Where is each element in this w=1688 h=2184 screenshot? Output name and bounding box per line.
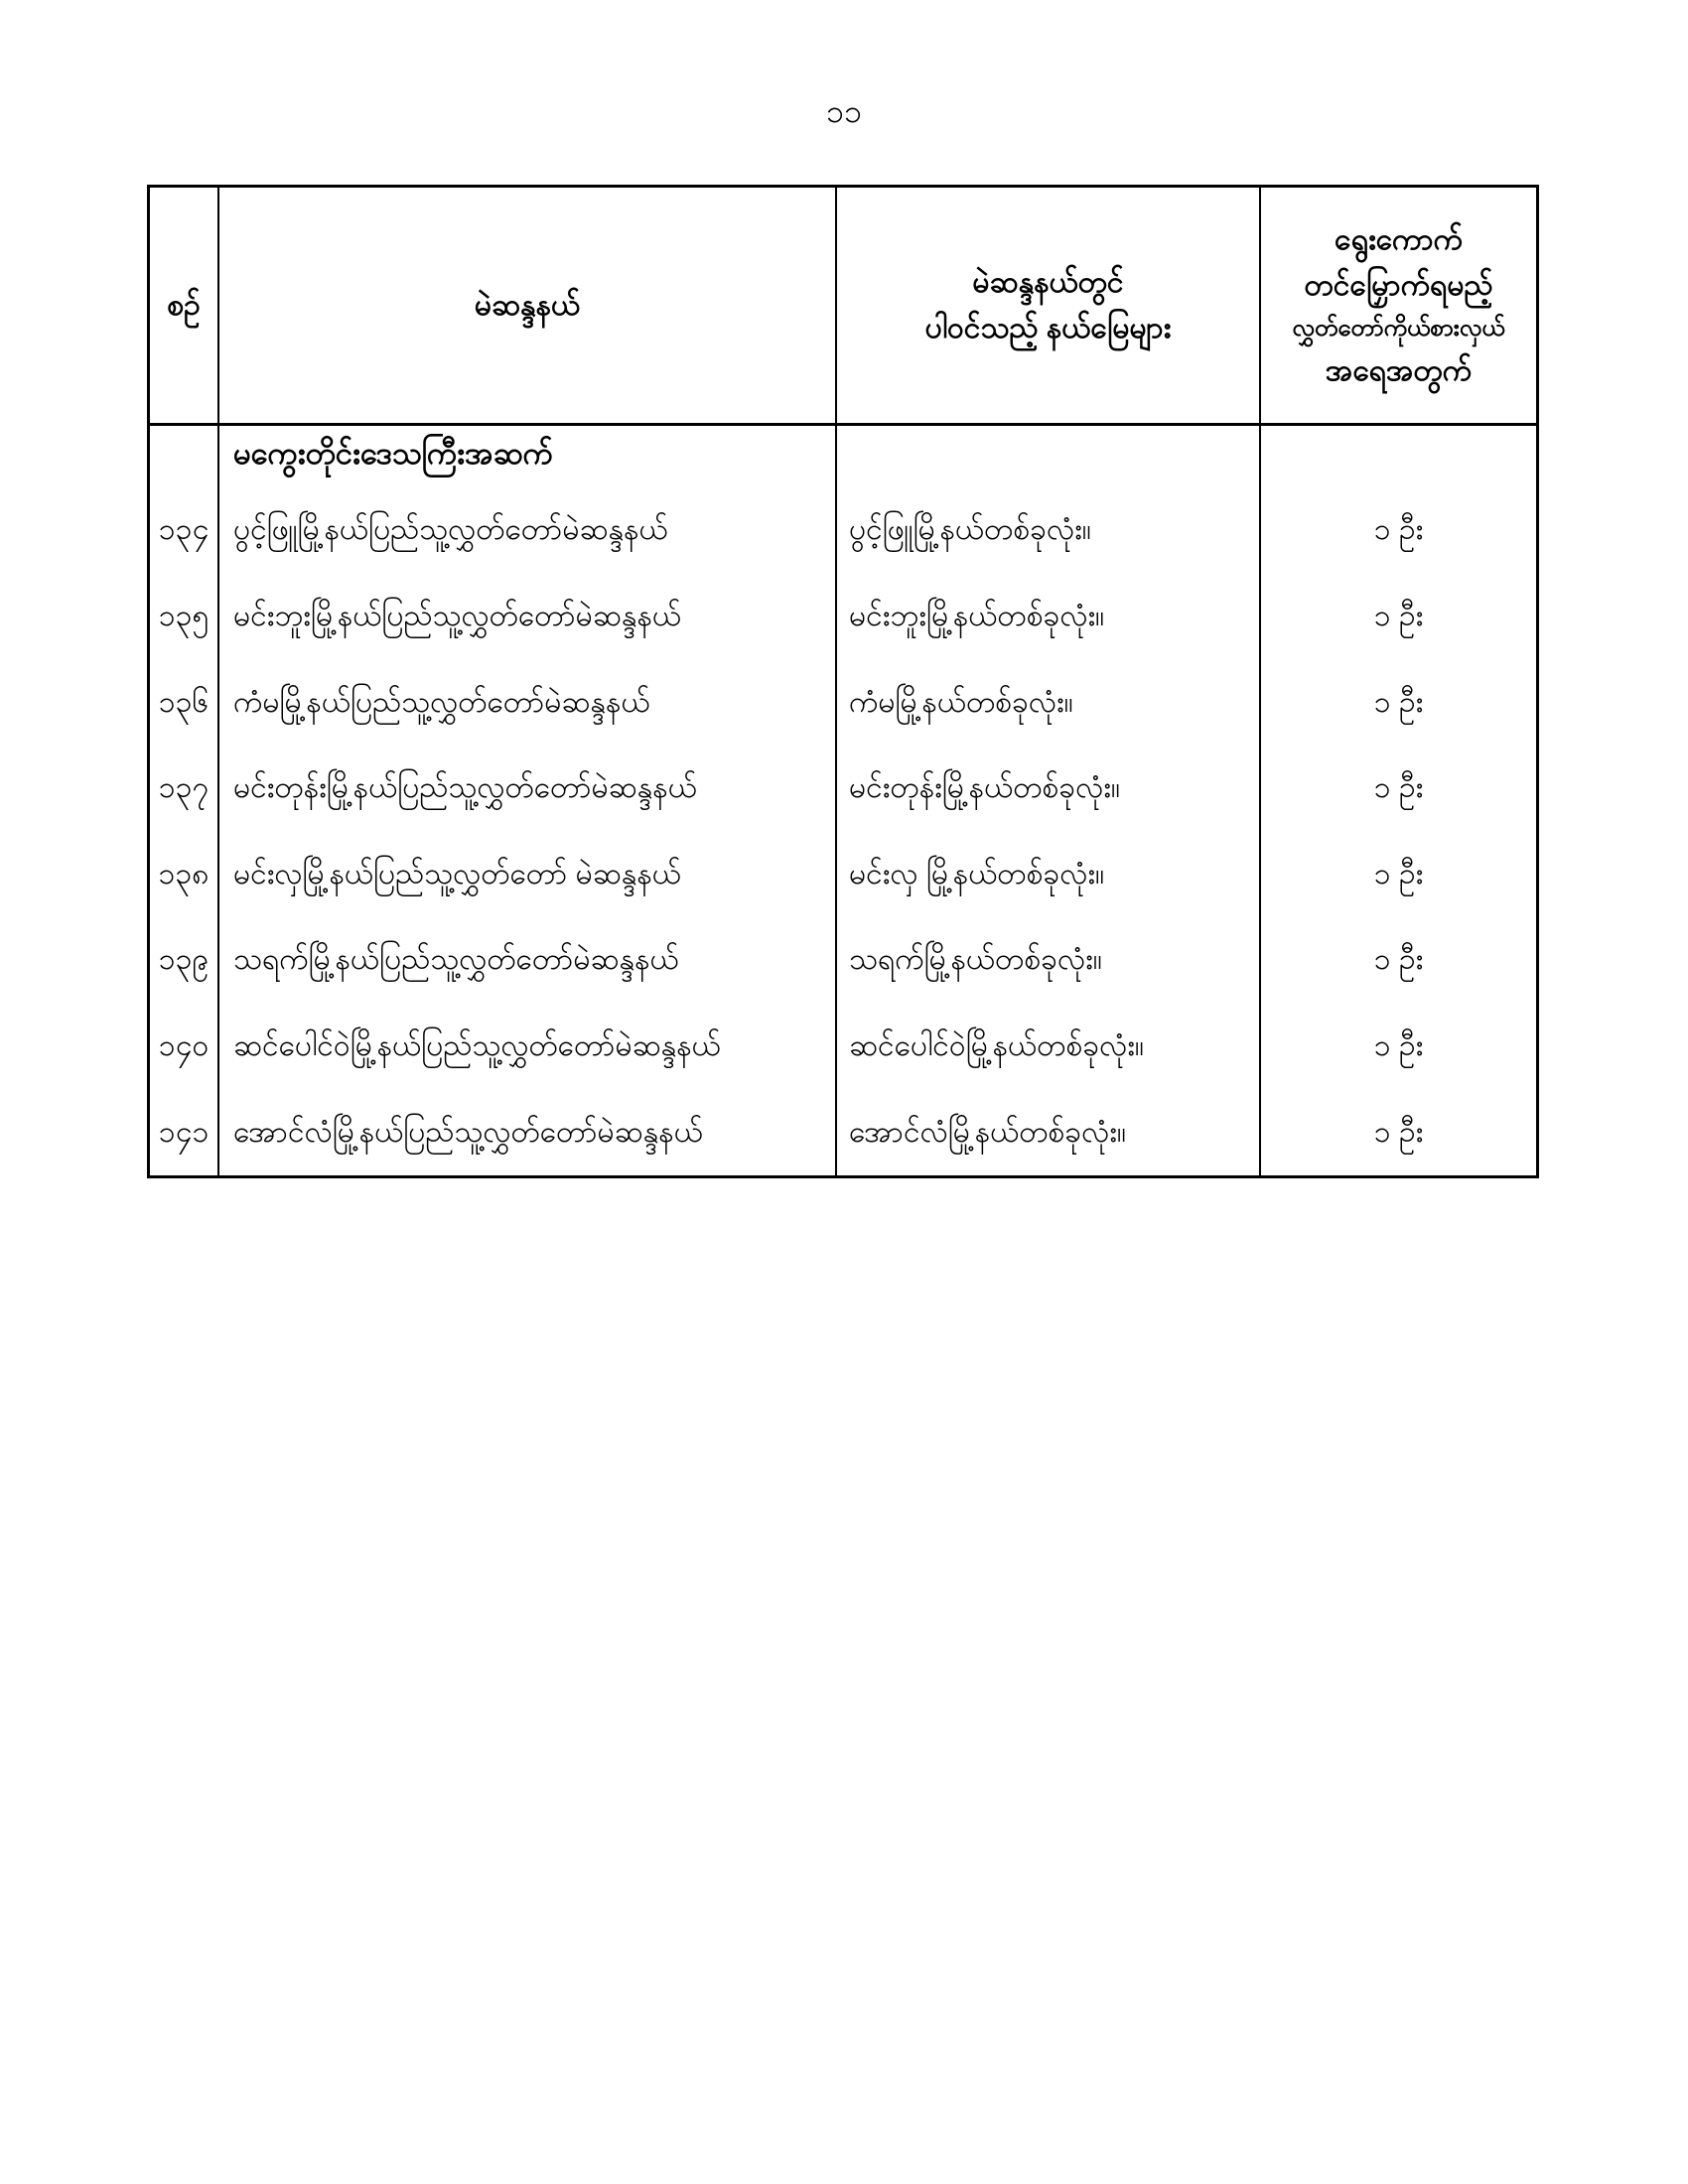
included-areas: မင်းလှ မြို့နယ်တစ်ခုလုံး။ (837, 832, 1261, 918)
row-number: ၁၄၁ (150, 1089, 219, 1175)
constituency-name: သရက်မြို့နယ်ပြည်သူ့လွှတ်တော်မဲဆန္ဒနယ် (219, 917, 837, 1004)
section-empty-count (1261, 426, 1536, 487)
constituency-name: မင်းလှမြို့နယ်ပြည်သူ့လွှတ်တော် မဲဆန္ဒနယ် (219, 832, 837, 918)
header-reps-line2: တင်မြှောက်ရမည့် (1304, 268, 1493, 302)
included-areas: ကံမမြို့နယ်တစ်ခုလုံး။ (837, 659, 1261, 746)
included-areas: မင်းဘူးမြို့နယ်တစ်ခုလုံး။ (837, 574, 1261, 660)
table-row (150, 832, 1536, 918)
section-header: မကွေးတိုင်းဒေသကြီးအဆက် (219, 426, 837, 487)
representative-count: ၁ ဦး (1373, 1115, 1424, 1149)
representative-count: ၁ ဦး (1373, 771, 1424, 805)
constituency-table (147, 185, 1539, 1178)
header-representative-count (1261, 188, 1536, 423)
header-constituency-label: မဲဆန္ဒနယ် (474, 288, 581, 322)
included-areas: ပွင့်ဖြူမြို့နယ်တစ်ခုလုံး။ (837, 487, 1261, 574)
row-number: ၁၄၀ (150, 1004, 219, 1090)
page-number: ၁၁ (826, 93, 862, 129)
representative-count: ၁ ဦး (1373, 1029, 1424, 1063)
row-number: ၁၃၈ (150, 832, 219, 918)
row-number: ၁၃၄ (150, 487, 219, 574)
header-reps-line1: ရွေးကောက် (1334, 222, 1464, 256)
constituency-name: ကံမမြို့နယ်ပြည်သူ့လွှတ်တော်မဲဆန္ဒနယ် (219, 659, 837, 746)
header-reps-line3: လွှတ်တော်ကိုယ်စားလှယ် (1292, 314, 1505, 341)
constituency-name: မင်းဘူးမြို့နယ်ပြည်သူ့လွှတ်တော်မဲဆန္ဒနယ် (219, 574, 837, 660)
table-body (150, 426, 1536, 1175)
table-header-row (150, 188, 1536, 426)
header-included-areas (837, 188, 1261, 423)
section-empty-serial (150, 426, 219, 487)
header-reps-line4: အရေအတွက် (1325, 353, 1473, 387)
table-row (150, 574, 1536, 660)
constituency-name: မင်းတုန်းမြို့နယ်ပြည်သူ့လွှတ်တော်မဲဆန္ဒနယ် (219, 746, 837, 832)
header-serial (150, 188, 219, 423)
table-row (150, 1089, 1536, 1175)
table-row (150, 917, 1536, 1004)
row-number: ၁၃၆ (150, 659, 219, 746)
table-row (150, 659, 1536, 746)
section-header-row (150, 426, 1536, 487)
representative-count: ၁ ဦး (1373, 943, 1424, 977)
included-areas: မင်းတုန်းမြို့နယ်တစ်ခုလုံး။ (837, 746, 1261, 832)
representative-count: ၁ ဦး (1373, 857, 1424, 890)
included-areas: အောင်လံမြို့နယ်တစ်ခုလုံး။ (837, 1089, 1261, 1175)
representative-count: ၁ ဦး (1373, 513, 1424, 547)
constituency-name: ပွင့်ဖြူမြို့နယ်ပြည်သူ့လွှတ်တော်မဲဆန္ဒနယ် (219, 487, 837, 574)
row-number: ၁၃၇ (150, 746, 219, 832)
section-empty-areas (837, 426, 1261, 487)
included-areas: ဆင်ပေါင်ဝဲမြို့နယ်တစ်ခုလုံး။ (837, 1004, 1261, 1090)
header-areas-line2: ပါဝင်သည့် နယ်မြေများ (924, 311, 1172, 344)
table-row (150, 1004, 1536, 1090)
table-row (150, 746, 1536, 832)
header-areas-line1: မဲဆန္ဒနယ်တွင် (972, 265, 1124, 299)
header-constituency (219, 188, 837, 423)
row-number: ၁၃၉ (150, 917, 219, 1004)
table-row (150, 487, 1536, 574)
included-areas: သရက်မြို့နယ်တစ်ခုလုံး။ (837, 917, 1261, 1004)
constituency-name: အောင်လံမြို့နယ်ပြည်သူ့လွှတ်တော်မဲဆန္ဒနယ် (219, 1089, 837, 1175)
representative-count: ၁ ဦး (1373, 685, 1424, 719)
constituency-name: ဆင်ပေါင်ဝဲမြို့နယ်ပြည်သူ့လွှတ်တော်မဲဆန္ဒနယ် (219, 1004, 837, 1090)
row-number: ၁၃၅ (150, 574, 219, 660)
header-serial-label: စဉ် (167, 288, 201, 322)
representative-count: ၁ ဦး (1373, 599, 1424, 632)
